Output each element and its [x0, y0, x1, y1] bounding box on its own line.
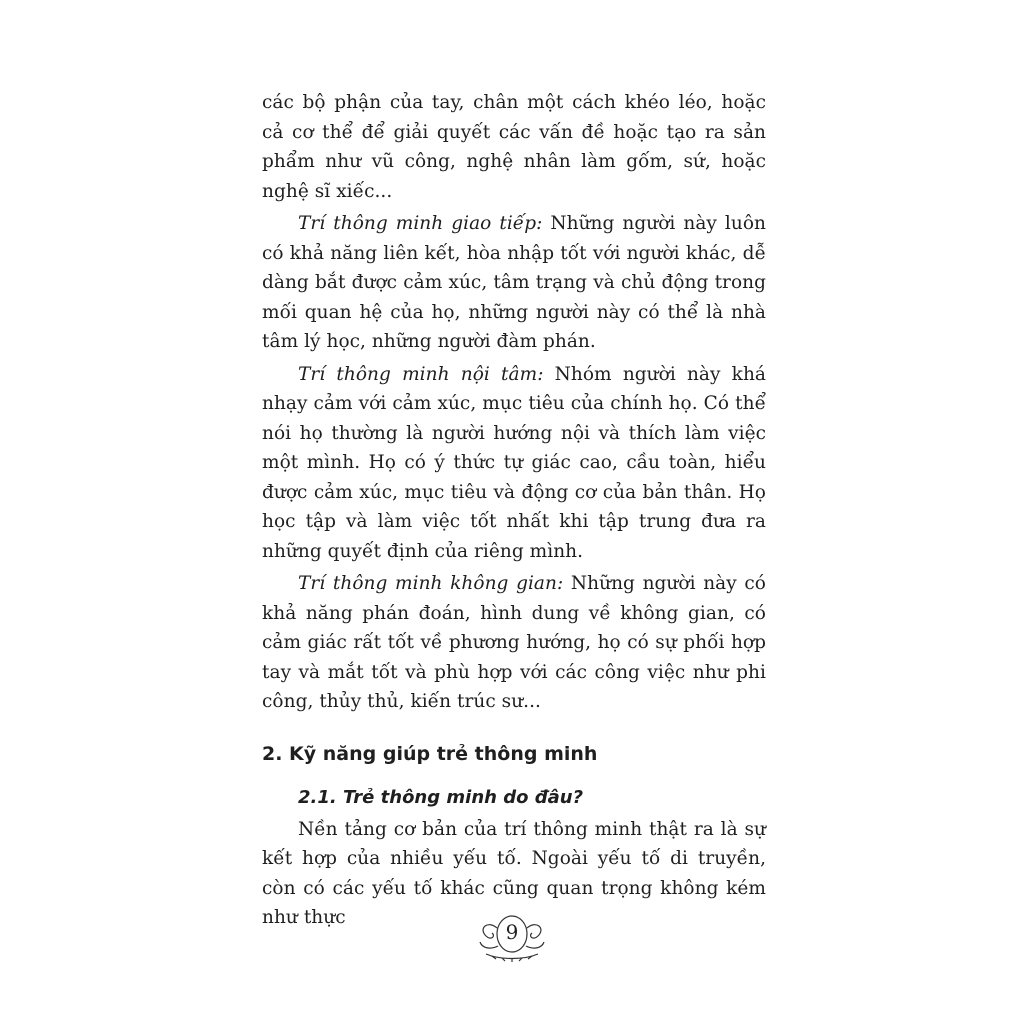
paragraph-2-text: Những người này luôn có khả năng liên kết, hòa nhập tốt với người khác, dễ dàng bắt được cảm xúc, tâm trạng và chủ động trong mối quan hệ của họ, những người này có thể là nhà tâm lý học, những người đàm phán.	[262, 213, 766, 352]
term-label: Trí thông minh giao tiếp:	[298, 213, 543, 234]
page-number: 9	[505, 920, 519, 944]
section-heading: 2. Kỹ năng giúp trẻ thông minh	[262, 742, 598, 765]
subsection-heading: 2.1. Trẻ thông minh do đâu?	[298, 786, 584, 808]
paragraph-2	[262, 209, 766, 357]
page-body	[262, 88, 766, 936]
paragraph-1-text: các bộ phận của tay, chân một cách khéo léo, hoặc cả cơ thể để giải quyết các vấn đề hoặc tạo ra sản phẩm như vũ công, nghệ nhân làm gốm, sứ, hoặc nghệ sĩ xiếc...	[262, 92, 766, 202]
page-number-ornament	[472, 906, 552, 966]
term-label: Trí thông minh nội tâm:	[298, 363, 544, 385]
paragraph-1	[262, 88, 766, 206]
paragraph-4-text: Những người này có khả năng phán đoán, hình dung về không gian, có cảm giác rất tốt về phương hướng, họ có sự phối hợp tay và mắt tốt và phù hợp với các công việc như phi công, thủy thủ, kiến trúc sư...	[262, 573, 766, 712]
paragraph-3	[262, 360, 766, 567]
term-label: Trí thông minh không gian:	[298, 573, 564, 594]
paragraph-4	[262, 569, 766, 717]
paragraph-5-text: Nền tảng cơ bản của trí thông minh thật ra là sự kết hợp của nhiều yếu tố. Ngoài yếu tố di truyền, còn có các yếu tố khác cũng quan trọng không kém như thực	[262, 818, 766, 928]
paragraph-3-text: Nhóm người này khá nhạy cảm với cảm xúc, mục tiêu của chính họ. Có thể nói họ thường là người hướng nội và thích làm việc một mình. Họ có ý thức tự giác cao, cầu toàn, hiểu được cảm xúc, mục tiêu và động cơ của bản thân. Họ học tập và làm việc tốt nhất khi tập trung đưa ra những quyết định của riêng mình.	[262, 363, 766, 562]
